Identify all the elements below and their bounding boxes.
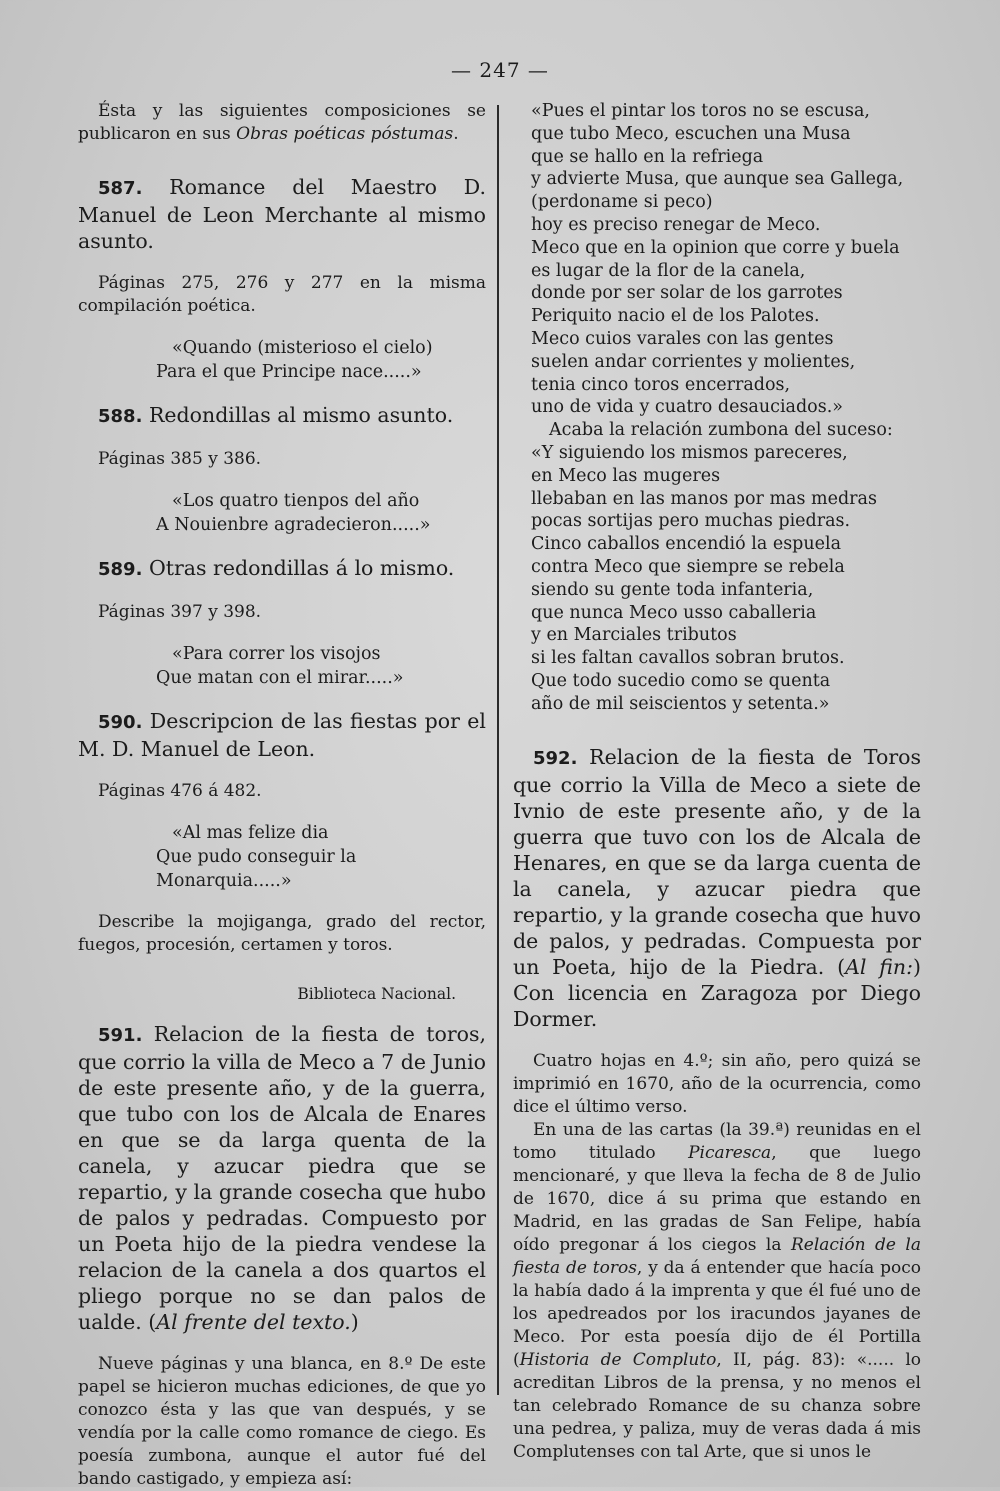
verse-line: y advierte Musa, que aunque sea Gallega,: [531, 169, 904, 190]
verse-line: hoy es preciso renegar de Meco.: [531, 214, 821, 235]
entry-587-title: 587. Romance del Maestro D. Manuel de Leon Merchante al mismo asunto.: [78, 175, 486, 253]
verse-line: llebaban en las manos por mas medras: [531, 488, 877, 509]
entry-589-quote: «Para correr los visojos Que matan con el mirar.....»: [156, 644, 404, 688]
verse-line: Que todo sucedio como se quenta: [531, 670, 831, 691]
entry-591-title: 591. Relacion de la fiesta de toros, que corrio la villa de Meco a 7 de Junio de este presente año, y de la guerra, que tubo con los de Alcala de Enares en que se da larga quenta de la canela, y azucar piedra que se repartio, y la grande cosecha que hubo de palos y pedradas. Compuesto por un Poeta hijo de la piedra vendese la relacion de la canela a dos quartos el pliego porque no se dan palos de ualde. (Al frente del texto.): [78, 1022, 486, 1334]
verse-intro-line: Acaba la relación zumbona del suceso:: [549, 420, 893, 441]
intro-paragraph: Ésta y las siguientes composiciones se publicaron en sus Obras poéticas póstumas.: [78, 101, 486, 144]
verse-line: que se hallo en la refriega: [531, 146, 764, 167]
page-number: — 247 —: [451, 58, 549, 82]
verse-line: Periquito nacio el de los Palotes.: [531, 306, 820, 327]
verse-line: que tubo Meco, escuchen una Musa: [531, 123, 851, 144]
entry-588-quote: «Los quatro tienpos del año A Nouienbre agradecieron.....»: [156, 491, 431, 535]
verse-line: siendo su gente toda infanteria,: [531, 579, 814, 600]
verse-line: «Pues el pintar los toros no se escusa,: [531, 101, 870, 121]
verse-line: pocas sortijas pero muchas piedras.: [531, 511, 851, 532]
verse-line: contra Meco que siempre se rebela: [531, 556, 845, 577]
verse-line: Meco que en la opinion que corre y buela: [531, 237, 900, 258]
verse-line: que nunca Meco usso caballeria: [531, 602, 817, 623]
left-column: [78, 100, 486, 1491]
entry-589-title: 589. Otras redondillas á lo mismo.: [98, 556, 455, 580]
verse-line: donde por ser solar de los garrotes: [531, 283, 843, 304]
entry-592-title: 592. Relacion de la fiesta de Toros que corrio la Villa de Meco a siete de Ivnio de este presente año, y de la guerra que tuvo con los de Alcala de Henares, en que se da larga cuenta de la canela, y azucar piedra que repartio, y la grande cosecha que huvo de palos, y pedradas. Compuesta por un Poeta, hijo de la Piedra. (Al fin:) Con licencia en Zaragoza por Diego Dormer.: [513, 744, 921, 1031]
verse-line: Meco cuios varales con las gentes: [531, 328, 834, 349]
verse-line: es lugar de la flor de la canela,: [531, 260, 806, 281]
entry-587-quote: «Quando (misterioso el cielo) Para el que Principe nace.....»: [156, 338, 433, 382]
verse-line: año de mil seiscientos y setenta.»: [531, 693, 830, 714]
right-column: [513, 100, 921, 1464]
entry-590-quote: «Al mas felize dia Que pudo conseguir la Monarquia.....»: [156, 823, 357, 891]
library-note: Biblioteca Nacional.: [297, 985, 456, 1003]
verse-block-1: [513, 100, 921, 716]
verse-line: en Meco las mugeres: [531, 465, 721, 486]
entry-587-pages: Páginas 275, 276 y 277 en la misma compilación poética.: [78, 273, 486, 316]
verse-line: suelen andar corrientes y molientes,: [531, 351, 856, 372]
verse-line: Cinco caballos encendió la espuela: [531, 534, 842, 555]
verse-line: tenia cinco toros encerrados,: [531, 374, 791, 395]
entry-590-pages: Páginas 476 á 482.: [98, 781, 262, 801]
entry-592-commentary: En una de las cartas (la 39.ª) reunidas en el tomo titulado Picaresca, que luego mencionaré, y que lleva la fecha de 8 de Julio de 1670, dice á su prima que estando en Madrid, en las gradas de San Felipe, había oído pregonar á los ciegos la Relación de la fiesta de toros, y da á entender que hacía poco la había dado á la imprenta y que él fué uno de los apedreados por los iracundos jayanes de Meco. Por esta poesía dijo de él Portilla (Historia de Compluto, II, pág. 83): «..... lo acreditan Libros de la prensa, y no menos el tan celebrado Romance de su chanza sobre una pedrea, y paliza, muy de veras dada á mis Complutenses con tal Arte, que si unos le: [513, 1119, 921, 1462]
verse-line: si les faltan cavallos sobran brutos.: [531, 648, 845, 669]
entry-588-title: 588. Redondillas al mismo asunto.: [98, 403, 454, 427]
entry-588-pages: Páginas 385 y 386.: [98, 449, 262, 469]
entry-591-description: Nueve páginas y una blanca, en 8.º De este papel se hicieron muchas ediciones, de que yo conozco ésta y las que van después, y se vendía por la calle como romance de ciego. Es poesía zumbona, aunque el autor fué del bando castigado, y empieza así:: [78, 1354, 486, 1489]
verse-line: (perdoname si peco): [531, 192, 713, 213]
entry-589-pages: Páginas 397 y 398.: [98, 602, 262, 622]
verse-line: y en Marciales tributos: [531, 625, 737, 646]
entry-590-title: 590. Descripcion de las fiestas por el M. D. Manuel de Leon.: [78, 709, 486, 761]
verse-line: «Y siguiendo los mismos pareceres,: [531, 442, 848, 463]
verse-line: uno de vida y cuatro desauciados.»: [531, 397, 843, 418]
entry-592-description: Cuatro hojas en 4.º; sin año, pero quizá se imprimió en 1670, año de la ocurrencia, como dice el último verso.: [513, 1050, 921, 1117]
column-divider: [497, 105, 499, 1395]
entry-590-description: Describe la mojiganga, grado del rector, fuegos, procesión, certamen y toros.: [78, 912, 486, 955]
